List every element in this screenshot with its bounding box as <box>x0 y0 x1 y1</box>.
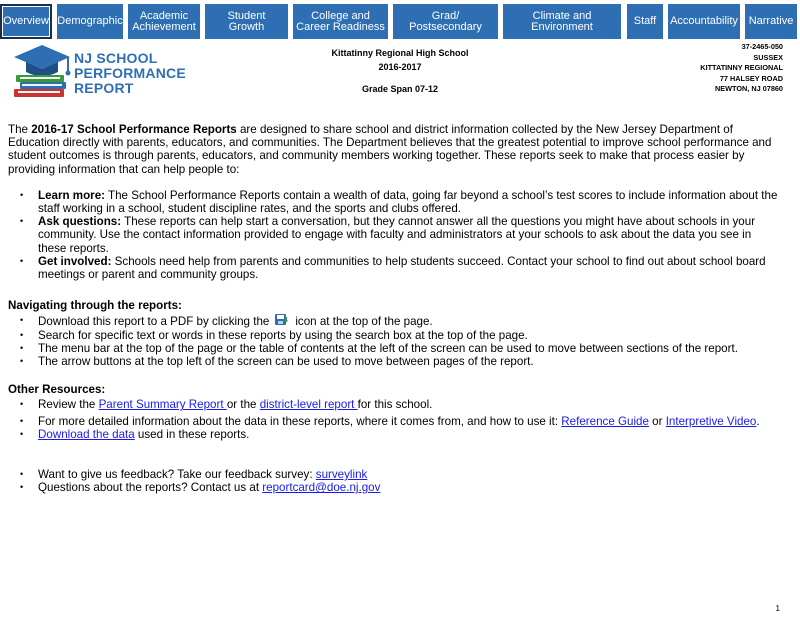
tab-staff[interactable] <box>627 4 663 39</box>
bullet-text: The arrow buttons at the top left of the screen can be used to move between pages of the report. <box>38 355 534 369</box>
tab-accountability[interactable] <box>668 4 740 39</box>
list-item <box>8 355 778 368</box>
graduation-cap-books-icon <box>10 42 80 100</box>
bullet-text: Want to give us feedback? Take our feedback survey: <box>38 468 316 482</box>
bullet-text: Schools need help from parents and communities to help students succeed. Contact your school to find out about school board meetings or parent and community groups. <box>38 254 766 282</box>
list-item <box>8 342 778 355</box>
intro-bold: 2016-17 School Performance Reports <box>31 123 237 136</box>
list-item <box>8 255 778 281</box>
tab-label: Overview <box>3 15 49 27</box>
bullet-text: icon at the top of the page. <box>295 315 433 329</box>
tab-label: Climate and Environment <box>531 9 593 33</box>
list-item <box>8 314 778 328</box>
other-resources-heading: Other Resources: <box>8 383 106 397</box>
purpose-list <box>8 189 778 281</box>
overview-content <box>8 123 778 494</box>
county: SUSSEX <box>753 52 783 62</box>
city-state-zip: NEWTON, NJ 07860 <box>715 84 783 94</box>
bullet-text: or <box>648 414 666 428</box>
tab-grad-postsecondary[interactable] <box>393 4 498 39</box>
bullet-text: The menu bar at the top of the page or the table of contents at the left of the screen can be used to move between sections of the report. <box>38 341 738 355</box>
reference-guide-link[interactable]: Reference Guide <box>561 414 649 428</box>
tab-demographic[interactable] <box>57 4 123 39</box>
bullet-text: Review the <box>38 398 99 412</box>
bullet-text: The School Performance Reports contain a wealth of data, going far beyond a school’s test scores to include information about the staff working in a school, student discipline rates, and the sports and clubs offered. <box>38 188 778 216</box>
logo-text <box>74 51 186 96</box>
district-level-report-link[interactable]: district-level report <box>259 398 358 412</box>
list-item <box>8 415 778 428</box>
list-item <box>8 428 778 441</box>
interpretive-video-link[interactable]: Interpretive Video <box>665 414 757 428</box>
list-item <box>8 468 778 481</box>
bullet-text: used in these reports. <box>134 427 250 441</box>
feedback-list <box>8 468 778 494</box>
school-code: 37-2465-050 <box>741 42 783 51</box>
intro-paragraph <box>8 123 778 176</box>
list-item <box>8 189 778 215</box>
list-item <box>8 398 778 411</box>
logo-line: NJ SCHOOL <box>74 50 158 66</box>
intro-text: are designed to share school and district information collected by the New Jersey Department of Education directly with parents, educators, and communities. The Department believes that the greatest potential to improve school performance and student outcomes is through parents, educators, and community members working together. These reports seek to make that process easier by providing information that can help people to: <box>8 123 772 176</box>
parent-summary-report-link[interactable]: Parent Summary Report <box>98 398 227 412</box>
bullet-heading: Get involved: <box>38 254 112 268</box>
street-address: 77 HALSEY ROAD <box>719 73 783 83</box>
page-number: 1 <box>775 604 780 613</box>
bullet-text: Search for specific text or words in these reports by using the search box at the top of the page. <box>38 328 528 342</box>
tab-climate-environment[interactable] <box>503 4 621 39</box>
bullet-text: For more detailed information about the data in these reports, where it comes from, and how to use it: <box>38 414 562 428</box>
bullet-heading: Ask questions: <box>38 215 122 229</box>
list-item <box>8 481 778 494</box>
tab-overview[interactable] <box>0 4 52 39</box>
tab-label: Staff <box>633 15 657 27</box>
bullet-text: Questions about the reports? Contact us at <box>38 481 263 495</box>
tab-label: Grad/ Postsecondary <box>409 9 482 33</box>
tab-college-career-readiness[interactable] <box>293 4 388 39</box>
contact-email-link[interactable]: reportcard@doe.nj.gov <box>262 481 381 495</box>
resources-list <box>8 398 778 441</box>
intro-text: The <box>8 123 32 136</box>
list-item <box>8 329 778 342</box>
tab-student-growth[interactable] <box>205 4 288 39</box>
bullet-text: Download this report to a PDF by clicking the <box>38 315 270 329</box>
navigating-list <box>8 314 778 368</box>
grade-span: Grade Span 07-12 <box>361 84 439 94</box>
tab-label: Student Growth <box>227 9 266 33</box>
district-name: KITTATINNY REGIONAL <box>700 63 783 73</box>
logo-line: REPORT <box>74 80 134 96</box>
tab-label: Demographic <box>57 15 123 27</box>
tab-label: Accountability <box>670 15 738 27</box>
school-name: Kittatinny Regional High School <box>331 48 469 58</box>
bullet-text: or the <box>226 398 260 412</box>
tab-label: Narrative <box>748 15 794 27</box>
top-nav <box>0 4 800 39</box>
logo-line: PERFORMANCE <box>74 65 186 81</box>
survey-link[interactable]: surveylink <box>315 468 368 482</box>
bullet-heading: Learn more: <box>38 188 106 202</box>
tab-academic-achievement[interactable] <box>128 4 200 39</box>
navigating-heading: Navigating through the reports: <box>8 299 182 313</box>
bullet-text: for this school. <box>357 398 433 412</box>
download-data-link[interactable]: Download the data <box>38 427 135 441</box>
tab-narrative[interactable] <box>745 4 797 39</box>
school-year: 2016-2017 <box>378 62 422 72</box>
list-item <box>8 215 778 255</box>
school-address <box>700 42 783 95</box>
bullet-text: . <box>756 414 760 428</box>
tab-label: College and Career Readiness <box>296 9 385 33</box>
pdf-download-icon[interactable] <box>275 314 289 326</box>
bullet-text: These reports can help start a conversation, but they cannot answer all the questions you might have about schools in your community. Use the contact information provided to engage with faculty and administrators at your schools to ask about the data you see in these reports. <box>38 215 756 255</box>
tab-label: Academic Achievement <box>132 9 196 33</box>
